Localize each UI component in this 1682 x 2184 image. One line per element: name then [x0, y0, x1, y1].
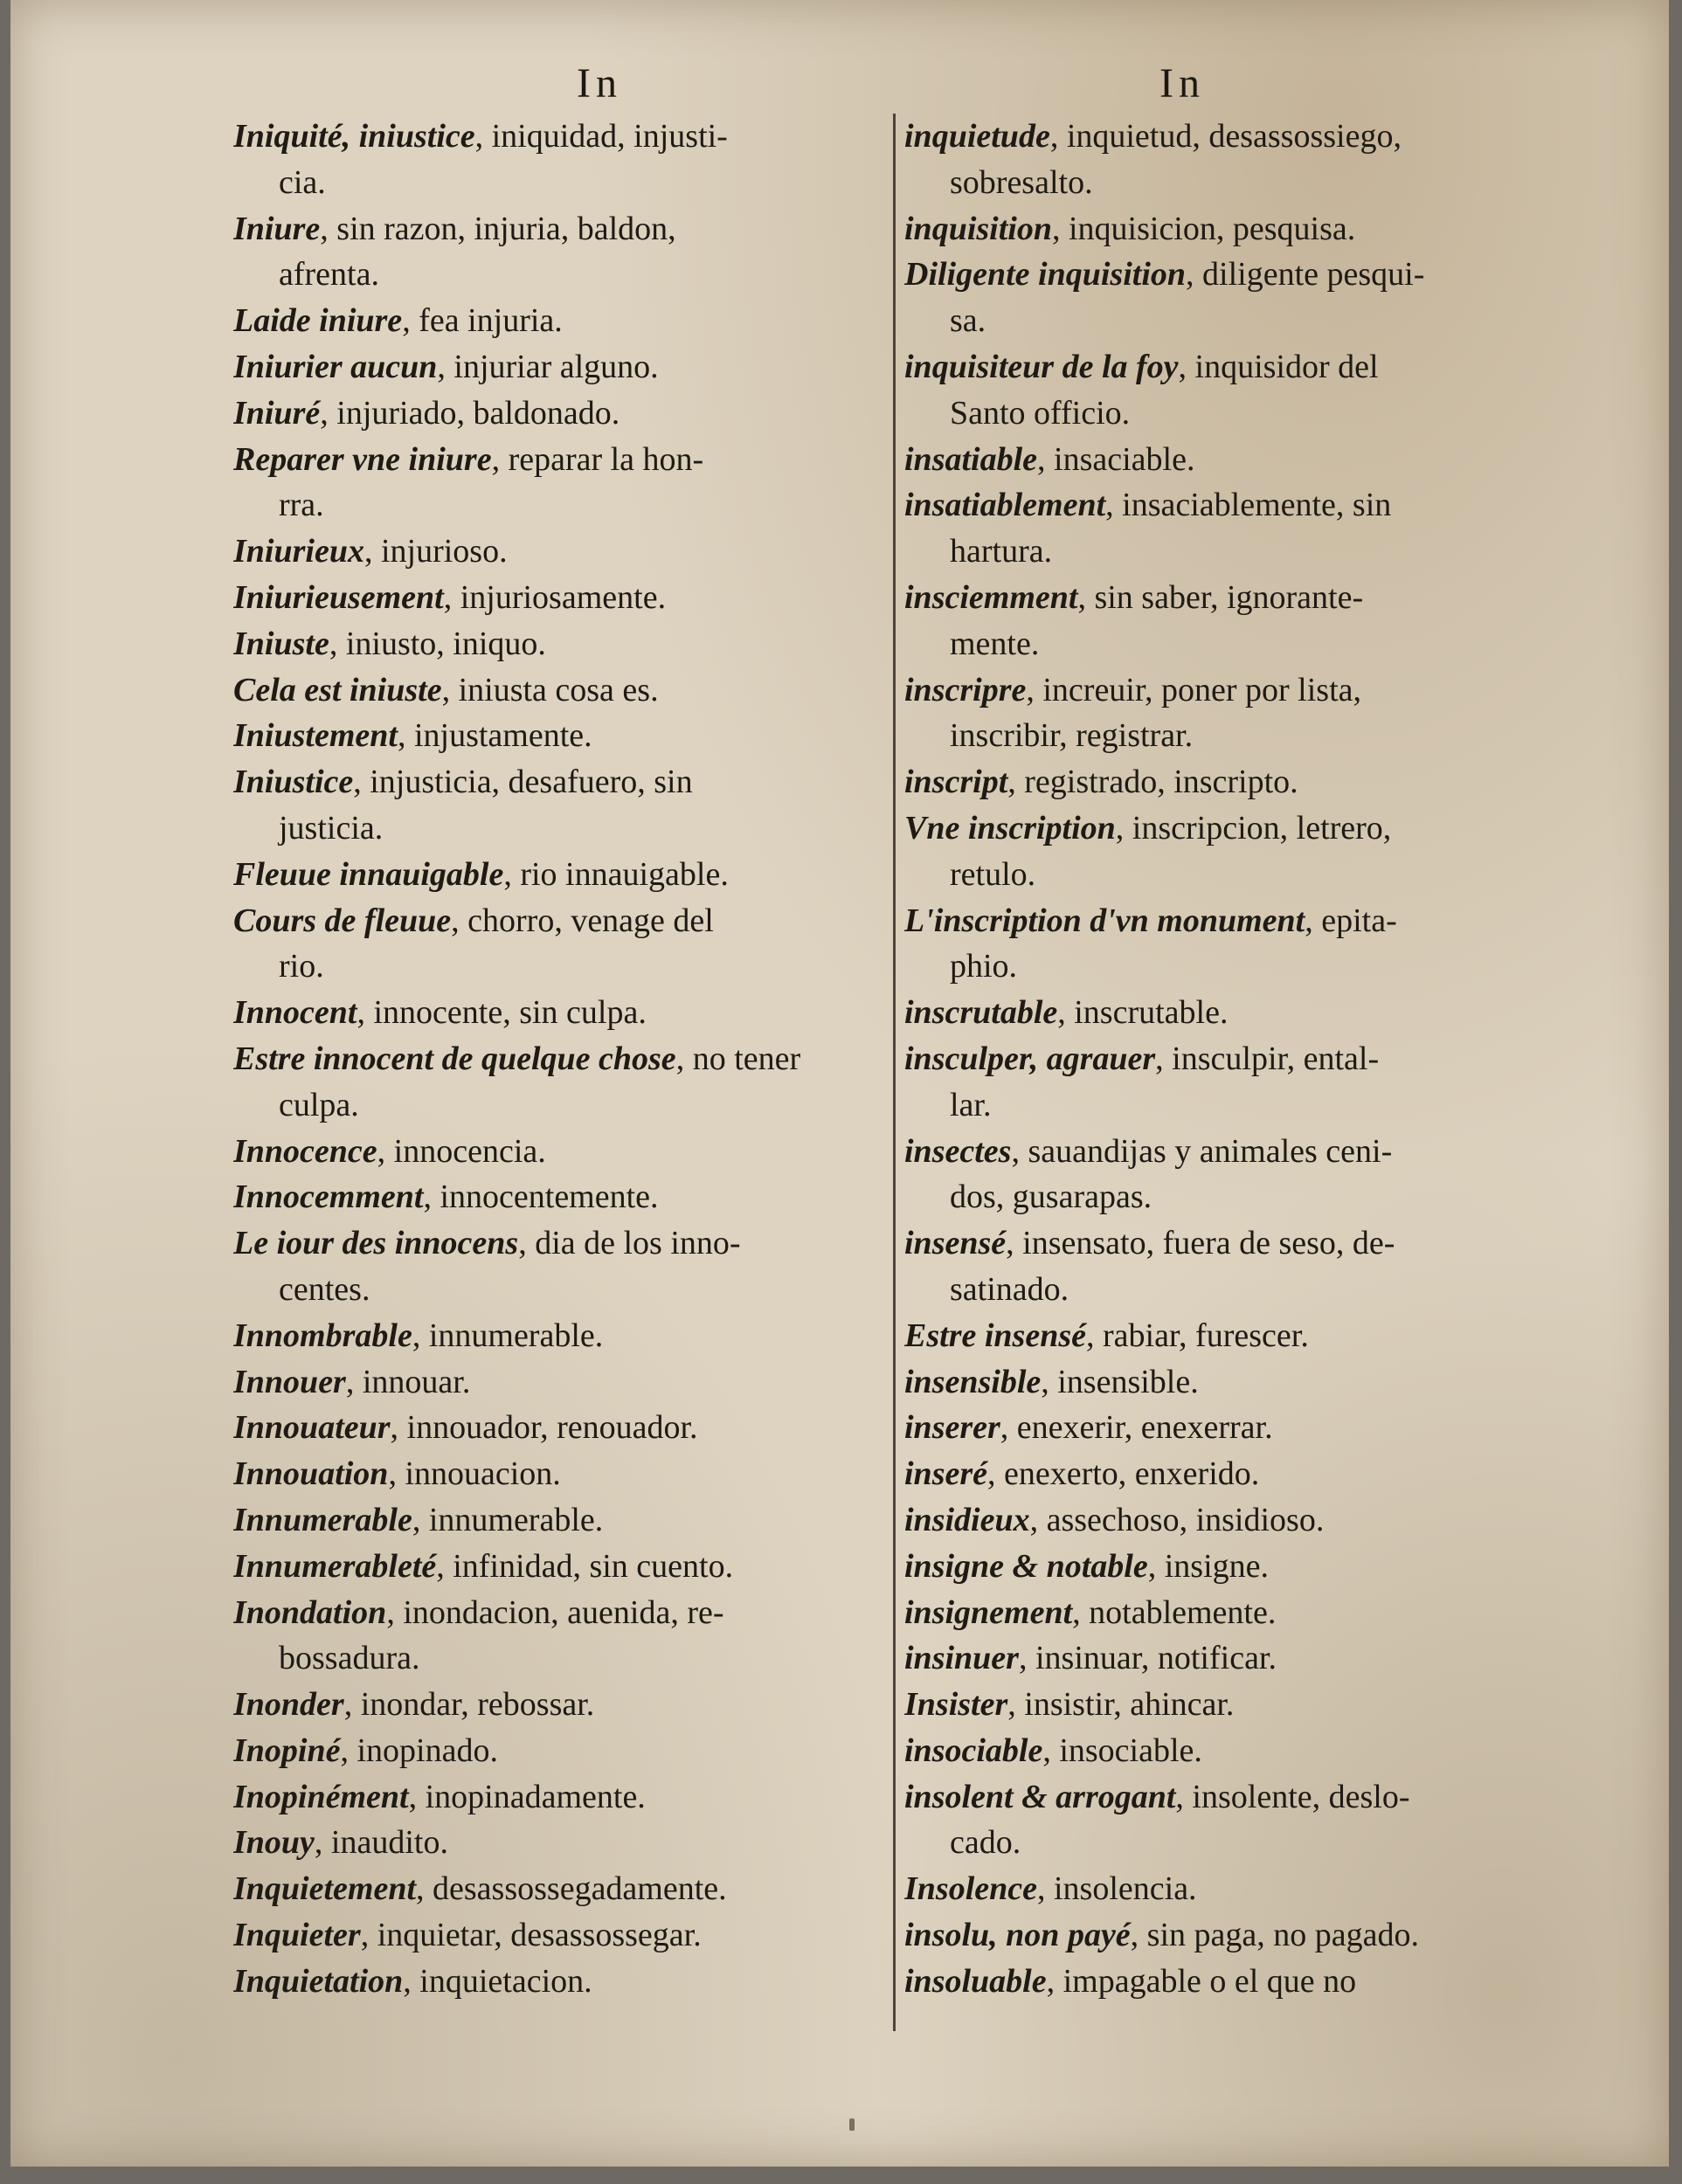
headword: Cours de fleuue — [233, 902, 452, 939]
headword: Inquietement — [233, 1870, 417, 1908]
headword: insidieux — [904, 1501, 1030, 1538]
definition-text: , innocencia. — [377, 1132, 546, 1170]
headword: Inopinément — [233, 1778, 409, 1815]
definition-text: , inondacion, auenida, re- — [386, 1593, 724, 1631]
headword: inserer — [904, 1409, 1000, 1447]
entry-line — [233, 1082, 871, 1129]
headword: Innumerable — [233, 1501, 412, 1538]
headword: insciemment — [904, 578, 1078, 616]
entry-line — [233, 1174, 871, 1220]
column-divider — [893, 114, 896, 2031]
entry-line — [233, 344, 871, 390]
definition-text: , desassossegadamente. — [416, 1870, 727, 1908]
headword: insinuer — [904, 1640, 1019, 1677]
headword: Insolence — [904, 1870, 1037, 1908]
headword: Innouer — [233, 1363, 346, 1400]
headword: Inonder — [233, 1686, 344, 1724]
running-head-left: In — [577, 60, 622, 107]
definition-text: , insaciablemente, sin — [1105, 487, 1392, 524]
definition-text: , inquisidor del — [1178, 348, 1379, 385]
entry-line — [904, 1590, 1568, 1636]
headword: insatiablement — [904, 487, 1106, 524]
headword: Insister — [904, 1686, 1008, 1724]
definition-text: , increuir, poner por lista, — [1026, 671, 1361, 708]
definition-text: , iniusto, iniquo. — [329, 625, 546, 662]
entry-line — [904, 943, 1568, 990]
entry-line — [233, 1728, 871, 1774]
headword: Cela est iniuste — [233, 671, 442, 708]
definition-text: cado. — [950, 1824, 1021, 1862]
definition-text: , sauandijas y animales ceni- — [1011, 1132, 1393, 1170]
definition-text: , insensato, fuera de seso, de- — [1006, 1225, 1395, 1262]
definition-text: , injurioso. — [363, 533, 508, 570]
definition-text: , sin razon, injuria, baldon, — [320, 210, 676, 247]
definition-text: retulo. — [950, 855, 1036, 893]
definition-text: , inaudito. — [314, 1824, 448, 1862]
headword: Iniurieusement — [233, 578, 444, 616]
definition-text: hartura. — [950, 533, 1053, 570]
headword: insolent & arrogant — [904, 1778, 1176, 1815]
definition-text: , fea injuria. — [402, 302, 563, 340]
entry-line — [904, 1635, 1568, 1682]
headword: inscrutable — [904, 994, 1058, 1032]
entry-line — [904, 482, 1568, 529]
definition-text: satinado. — [950, 1270, 1069, 1308]
definition-text: culpa. — [279, 1086, 359, 1123]
entry-line — [904, 390, 1568, 437]
entry-line — [233, 1590, 871, 1636]
definition-text: , insolente, deslo- — [1175, 1778, 1410, 1815]
left-column — [233, 114, 871, 2005]
entry-line — [233, 621, 871, 667]
definition-text: , dia de los inno- — [518, 1225, 741, 1262]
entry-line — [233, 482, 871, 529]
headword: Innocemment — [233, 1178, 424, 1216]
entry-line — [233, 390, 871, 437]
entry-line — [904, 852, 1568, 898]
right-column — [904, 114, 1568, 2005]
headword: insociable — [904, 1731, 1043, 1769]
headword: Reparer vne iniure — [233, 440, 492, 478]
definition-text: , enexerto, enxerido. — [987, 1455, 1260, 1493]
definition-text: , enexerir, enexerrar. — [1000, 1409, 1273, 1447]
headword: Iniquité, iniustice — [233, 118, 475, 155]
entry-line — [233, 1405, 871, 1451]
entry-line — [904, 1959, 1568, 2005]
definition-text: rio. — [279, 948, 324, 985]
entry-line — [904, 713, 1568, 759]
definition-text: lar. — [950, 1086, 992, 1123]
entry-line — [904, 759, 1568, 805]
definition-text: justicia. — [279, 809, 384, 847]
definition-text: sobresalto. — [950, 163, 1093, 201]
definition-text: , innumerable. — [412, 1317, 604, 1354]
headword: Iniustement — [233, 717, 398, 755]
definition-text: , rio innauigable. — [503, 855, 729, 893]
definition-text: sa. — [950, 302, 986, 340]
headword: Iniurieux — [233, 533, 364, 570]
definition-text: , inondar, rebossar. — [343, 1686, 595, 1724]
definition-text: , insinuar, notificar. — [1018, 1640, 1277, 1677]
entry-line — [904, 114, 1568, 160]
definition-text: rra. — [279, 487, 324, 524]
definition-text: , insculpir, ental- — [1155, 1040, 1380, 1077]
definition-text: dos, gusarapas. — [950, 1178, 1152, 1216]
entry-line — [904, 1313, 1568, 1359]
headword: inscript — [904, 764, 1008, 801]
definition-text: , sin saber, ignorante- — [1077, 578, 1364, 616]
entry-line — [904, 667, 1568, 714]
entry-line — [233, 1129, 871, 1175]
headword: insignement — [904, 1593, 1073, 1631]
entry-line — [233, 1036, 871, 1082]
entry-line — [233, 898, 871, 944]
definition-text: , insensible. — [1041, 1363, 1199, 1400]
definition-text: , diligente pesqui- — [1186, 256, 1425, 294]
definition-text: , innouar. — [345, 1363, 471, 1400]
entry-line — [904, 1220, 1568, 1267]
entry-line — [233, 1774, 871, 1821]
headword: Innocence — [233, 1132, 377, 1170]
headword: insoluable — [904, 1962, 1047, 2000]
definition-text: , inopinadamente. — [408, 1778, 646, 1815]
headword: Iniure — [233, 210, 321, 247]
entry-line — [904, 1359, 1568, 1406]
entry-line — [904, 437, 1568, 483]
headword: inseré — [904, 1455, 987, 1493]
entry-line — [233, 1497, 871, 1544]
definition-text: , epita- — [1305, 902, 1397, 939]
definition-text: , injustamente. — [397, 717, 592, 755]
entry-line — [904, 252, 1568, 298]
definition-text: , reparar la hon- — [491, 440, 704, 478]
entry-line — [233, 1820, 871, 1866]
entry-line — [233, 1682, 871, 1728]
definition-text: , innocente, sin culpa. — [356, 994, 647, 1032]
entry-line — [233, 990, 871, 1036]
entry-line — [233, 1635, 871, 1682]
headword: Inquietation — [233, 1962, 404, 2000]
headword: Estre innocent de quelque chose — [233, 1040, 676, 1077]
definition-text: bossadura. — [279, 1640, 420, 1677]
entry-line — [233, 852, 871, 898]
definition-text: , registrado, inscripto. — [1007, 764, 1298, 801]
definition-text: , injuriosamente. — [443, 578, 667, 616]
entry-line — [233, 667, 871, 714]
entry-line — [233, 1220, 871, 1267]
headword: insculper, agrauer — [904, 1040, 1156, 1077]
entry-line — [233, 1959, 871, 2005]
entry-line — [904, 1497, 1568, 1544]
definition-text: , innocentemente. — [423, 1178, 659, 1216]
headword: insatiable — [904, 440, 1038, 478]
entry-line — [233, 805, 871, 852]
definition-text: , inquietacion. — [403, 1962, 592, 2000]
entry-line — [904, 1129, 1568, 1175]
definition-text: , no tener — [675, 1040, 801, 1077]
entry-line — [233, 943, 871, 990]
headword: Fleuue innauigable — [233, 855, 504, 893]
entry-line — [904, 1774, 1568, 1821]
headword: insolu, non payé — [904, 1917, 1131, 1954]
definition-text: mente. — [950, 625, 1040, 662]
definition-text: , injusticia, desafuero, sin — [353, 764, 693, 801]
entry-line — [233, 298, 871, 344]
entry-line — [904, 575, 1568, 621]
entry-line — [233, 1267, 871, 1313]
definition-text: , assechoso, insidioso. — [1029, 1501, 1325, 1538]
entry-line — [233, 1451, 871, 1497]
entry-line — [233, 1866, 871, 1912]
running-head-right: In — [1159, 60, 1205, 107]
definition-text: , notablemente. — [1072, 1593, 1277, 1631]
definition-text: , infinidad, sin cuento. — [436, 1547, 734, 1585]
definition-text: cia. — [279, 163, 326, 201]
headword: Innocent — [233, 994, 357, 1032]
definition-text: , iniusta cosa es. — [441, 671, 659, 708]
definition-text: inscribir, registrar. — [950, 717, 1194, 755]
entry-line — [904, 805, 1568, 852]
headword: Inondation — [233, 1593, 387, 1631]
headword: Estre insensé — [904, 1317, 1086, 1354]
entry-line — [233, 759, 871, 805]
entry-line — [904, 206, 1568, 252]
headword: insensé — [904, 1225, 1007, 1262]
entry-line — [233, 529, 871, 575]
headword: Inouy — [233, 1824, 315, 1862]
headword: Innumerableté — [233, 1547, 437, 1585]
entry-line — [233, 252, 871, 298]
definition-text: , insistir, ahincar. — [1007, 1686, 1235, 1724]
entry-line — [904, 1820, 1568, 1866]
entry-line — [233, 160, 871, 206]
headword: inscripre — [904, 671, 1027, 708]
definition-text: , injuriado, baldonado. — [320, 394, 620, 432]
headword: L'inscription d'vn monument — [904, 902, 1305, 939]
headword: Innombrable — [233, 1317, 412, 1354]
definition-text: phio. — [950, 948, 1018, 985]
definition-text: Santo officio. — [950, 394, 1131, 432]
entry-line — [233, 575, 871, 621]
headword: inquisition — [904, 210, 1052, 247]
entry-line — [904, 1036, 1568, 1082]
dictionary-page — [10, 0, 1669, 2167]
entry-line — [904, 1728, 1568, 1774]
definition-text: , inquietar, desassossegar. — [360, 1917, 702, 1954]
entry-line — [904, 1082, 1568, 1129]
headword: Diligente inquisition — [904, 256, 1187, 294]
headword: insensible — [904, 1363, 1042, 1400]
entry-line — [904, 1912, 1568, 1959]
headword: Iniustice — [233, 764, 354, 801]
entry-line — [233, 1359, 871, 1406]
headword: insigne & notable — [904, 1547, 1148, 1585]
definition-text: , iniquidad, injusti- — [474, 118, 728, 155]
entry-line — [233, 1313, 871, 1359]
definition-text: , inopinado. — [340, 1731, 498, 1769]
entry-line — [233, 206, 871, 252]
entry-line — [904, 1682, 1568, 1728]
headword: Inquieter — [233, 1917, 361, 1954]
entry-line — [233, 1544, 871, 1590]
headword: Le iour des innocens — [233, 1225, 519, 1262]
definition-text: , insaciable. — [1037, 440, 1195, 478]
definition-text: , innouador, renouador. — [390, 1409, 698, 1447]
definition-text: , insociable. — [1042, 1731, 1202, 1769]
definition-text: , injuriar alguno. — [437, 348, 659, 385]
headword: Vne inscription — [904, 809, 1116, 847]
ink-mark — [849, 2118, 855, 2131]
entry-line — [904, 1451, 1568, 1497]
entry-line — [904, 160, 1568, 206]
definition-text: , inquisicion, pesquisa. — [1051, 210, 1356, 247]
entry-line — [233, 437, 871, 483]
definition-text: , inscripcion, letrero, — [1115, 809, 1392, 847]
headword: Iniurier aucun — [233, 348, 438, 385]
headword: Laide iniure — [233, 302, 403, 340]
entry-line — [904, 1405, 1568, 1451]
entry-line — [904, 621, 1568, 667]
entry-line — [904, 990, 1568, 1036]
entry-line — [904, 344, 1568, 390]
definition-text: , chorro, venage del — [451, 902, 714, 939]
headword: Innouateur — [233, 1409, 391, 1447]
definition-text: , inscrutable. — [1057, 994, 1229, 1032]
entry-line — [904, 529, 1568, 575]
headword: Iniuste — [233, 625, 329, 662]
entry-line — [904, 298, 1568, 344]
entry-line — [904, 1267, 1568, 1313]
headword: insectes — [904, 1132, 1012, 1170]
definition-text: , insigne. — [1147, 1547, 1269, 1585]
headword: Innouation — [233, 1455, 389, 1493]
entry-line — [233, 114, 871, 160]
definition-text: , innumerable. — [412, 1501, 604, 1538]
definition-text: , inquietud, desassossiego, — [1049, 118, 1402, 155]
definition-text: , impagable o el que no — [1046, 1962, 1357, 2000]
definition-text: , sin paga, no pagado. — [1130, 1917, 1419, 1954]
entry-line — [233, 713, 871, 759]
entry-line — [904, 1866, 1568, 1912]
entry-line — [904, 1174, 1568, 1220]
headword: inquietude — [904, 118, 1050, 155]
entry-line — [904, 1544, 1568, 1590]
definition-text: centes. — [279, 1270, 370, 1308]
definition-text: afrenta. — [279, 256, 379, 294]
definition-text: , insolencia. — [1037, 1870, 1197, 1908]
entry-line — [233, 1912, 871, 1959]
headword: Inopiné — [233, 1731, 341, 1769]
entry-line — [904, 898, 1568, 944]
headword: Iniuré — [233, 394, 321, 432]
headword: inquisiteur de la foy — [904, 348, 1179, 385]
definition-text: , innouacion. — [388, 1455, 561, 1493]
definition-text: , rabiar, furescer. — [1085, 1317, 1309, 1354]
